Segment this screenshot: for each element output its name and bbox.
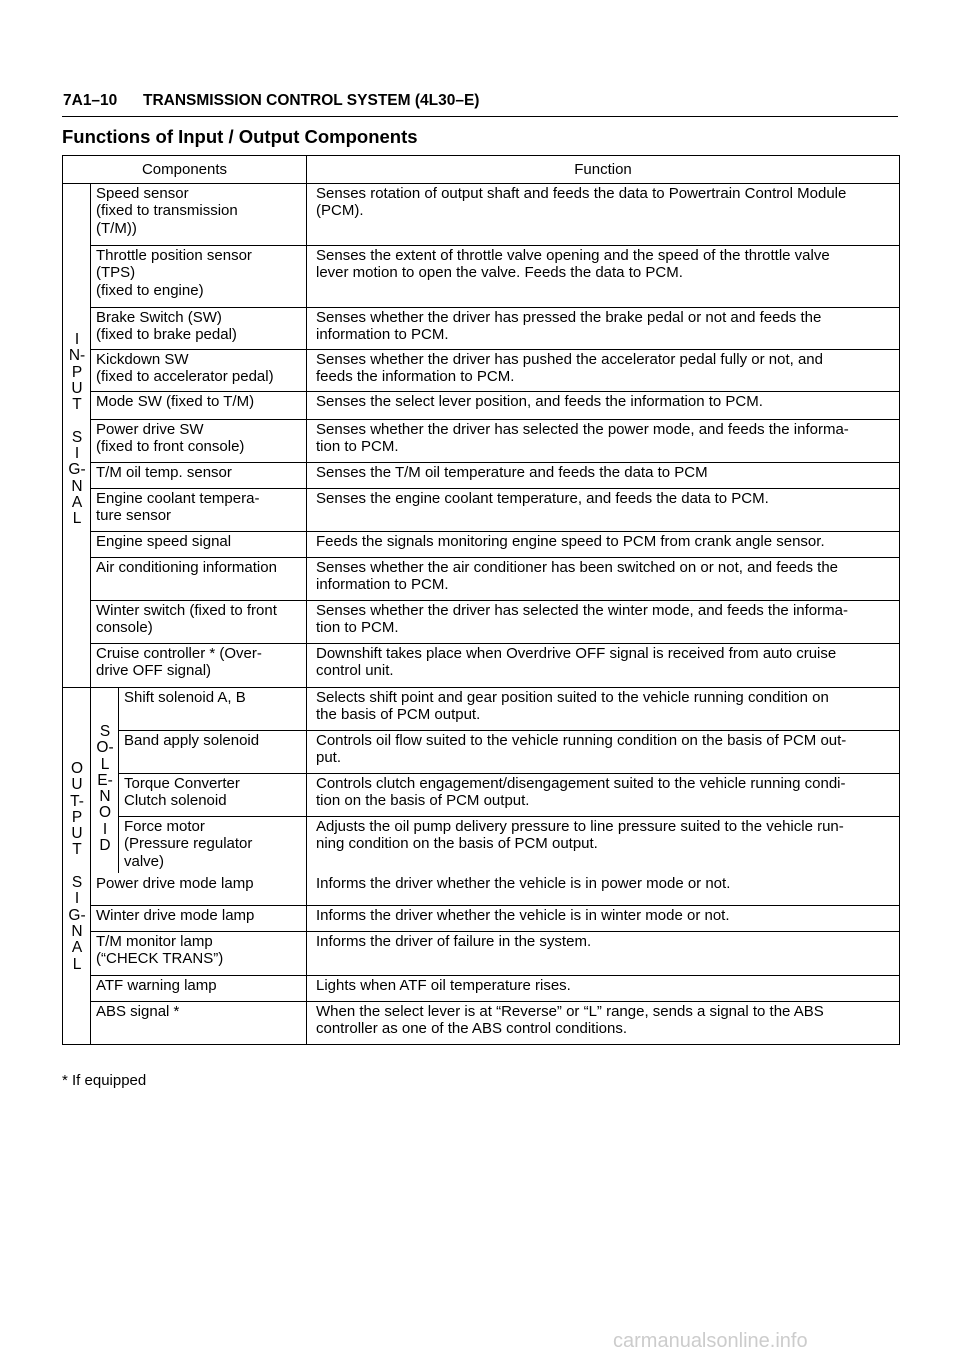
function-column-header: Function <box>574 161 632 178</box>
function-cell: Senses whether the air conditioner has been switched on or not, and feeds the information to PCM. <box>316 559 839 594</box>
section-number: 7A1–10 <box>63 92 118 109</box>
component-cell: Kickdown SW (fixed to accelerator pedal) <box>96 351 274 386</box>
function-cell: Senses whether the driver has selected the winter mode, and feeds the informa- tion to PCM. <box>316 602 848 637</box>
row-divider <box>91 462 899 463</box>
function-cell: Lights when ATF oil temperature rises. <box>316 977 571 994</box>
header-divider <box>63 183 899 184</box>
header-rule <box>62 116 898 117</box>
component-cell: T/M monitor lamp (“CHECK TRANS”) <box>96 933 224 968</box>
footnote: * If equipped <box>62 1072 147 1089</box>
function-cell: Senses whether the driver has pressed the brake pedal or not and feeds the information to PCM. <box>316 309 822 344</box>
component-cell: ATF warning lamp <box>96 977 217 994</box>
group-divider <box>90 183 91 1045</box>
function-cell: Senses the extent of throttle valve opening and the speed of the throttle valve lever motion to open the valve. Feeds the data to PCM. <box>316 247 830 282</box>
component-cell: Shift solenoid A, B <box>124 689 246 706</box>
component-cell: Engine coolant tempera- ture sensor <box>96 490 260 525</box>
function-cell: Senses the T/M oil temperature and feeds the data to PCM <box>316 464 708 481</box>
row-divider <box>119 730 899 731</box>
component-cell: Winter switch (fixed to front console) <box>96 602 277 637</box>
solenoid-divider <box>118 687 119 873</box>
row-divider <box>91 307 899 308</box>
row-divider <box>91 531 899 532</box>
input-output-divider <box>63 687 899 688</box>
function-cell: Controls clutch engagement/disengagement suited to the vehicle running condi- tion on the basis of PCM output. <box>316 775 846 810</box>
row-divider <box>91 931 899 932</box>
function-cell: Senses whether the driver has selected the power mode, and feeds the informa- tion to PCM. <box>316 421 849 456</box>
row-divider <box>91 245 899 246</box>
page-header <box>63 92 479 110</box>
component-cell: Engine speed signal <box>96 533 232 550</box>
component-cell: Band apply solenoid <box>124 732 260 749</box>
component-cell: Power drive mode lamp <box>96 875 254 892</box>
row-divider <box>91 557 899 558</box>
row-divider <box>91 1001 899 1002</box>
solenoid-label: S O- L E- N O I D <box>96 723 114 855</box>
function-cell: Informs the driver whether the vehicle is in winter mode or not. <box>316 907 730 924</box>
watermark: carmanualsonline.info <box>613 1330 808 1352</box>
component-cell: Winter drive mode lamp <box>96 907 255 924</box>
function-cell: Feeds the signals monitoring engine speed to PCM from crank angle sensor. <box>316 533 825 550</box>
component-cell: Throttle position sensor (TPS) (fixed to engine) <box>96 247 252 299</box>
row-divider <box>91 391 899 392</box>
row-divider <box>91 349 899 350</box>
function-cell: Informs the driver of failure in the system. <box>316 933 592 950</box>
row-divider <box>91 600 899 601</box>
component-cell: ABS signal * <box>96 1003 180 1020</box>
section-title: TRANSMISSION CONTROL SYSTEM (4L30–E) <box>143 92 480 109</box>
row-divider <box>91 488 899 489</box>
function-cell: Senses the engine coolant temperature, and feeds the data to PCM. <box>316 490 769 507</box>
row-divider <box>91 975 899 976</box>
row-divider <box>91 643 899 644</box>
components-column-header: Components <box>141 161 228 178</box>
component-cell: Mode SW (fixed to T/M) <box>96 393 255 410</box>
input-signal-label: I N- P U T S I G- N A L <box>68 331 86 528</box>
row-divider <box>119 773 899 774</box>
function-cell: Senses rotation of output shaft and feeds the data to Powertrain Control Module (PCM). <box>316 185 847 220</box>
row-divider <box>91 905 899 906</box>
component-cell: Air conditioning information <box>96 559 277 576</box>
function-cell: Senses the select lever position, and feeds the information to PCM. <box>316 393 763 410</box>
function-cell: Controls oil flow suited to the vehicle running condition on the basis of PCM out- put. <box>316 732 847 767</box>
function-cell: Adjusts the oil pump delivery pressure to line pressure suited to the vehicle run- ning condition on the basis of PCM output. <box>316 818 844 853</box>
function-cell: Downshift takes place when Overdrive OFF signal is received from auto cruise control unit. <box>316 645 837 680</box>
function-cell: Selects shift point and gear position suited to the vehicle running condition on the basis of PCM output. <box>316 689 829 724</box>
output-signal-label: O U T- P U T S I G- N A L <box>68 760 86 973</box>
function-cell: Informs the driver whether the vehicle is in power mode or not. <box>316 875 731 892</box>
row-divider <box>119 816 899 817</box>
component-cell: Speed sensor (fixed to transmission (T/M)) <box>96 185 238 237</box>
component-cell: Cruise controller * (Over- drive OFF signal) <box>96 645 262 680</box>
component-cell: Torque Converter Clutch solenoid <box>124 775 240 810</box>
row-divider <box>91 419 899 420</box>
components-table <box>62 155 900 1045</box>
component-cell: Power drive SW (fixed to front console) <box>96 421 245 456</box>
component-cell: T/M oil temp. sensor <box>96 464 232 481</box>
component-cell: Force motor (Pressure regulator valve) <box>124 818 253 870</box>
page-title: Functions of Input / Output Components <box>62 126 418 147</box>
function-cell: When the select lever is at “Reverse” or “L” range, sends a signal to the ABS controller as one of the ABS control conditions. <box>316 1003 824 1038</box>
component-cell: Brake Switch (SW) (fixed to brake pedal) <box>96 309 237 344</box>
function-cell: Senses whether the driver has pushed the accelerator pedal fully or not, and feeds the information to PCM. <box>316 351 823 386</box>
